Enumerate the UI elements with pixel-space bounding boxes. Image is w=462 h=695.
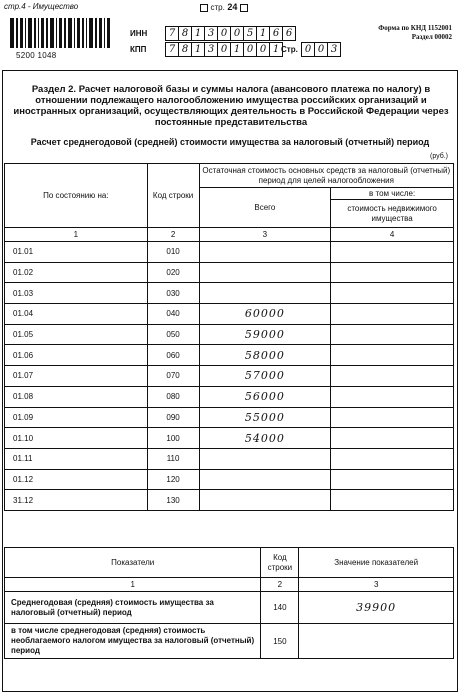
indicator-code: 140 [261, 592, 299, 624]
inn-digit-cell[interactable]: 3 [204, 26, 218, 41]
section-subtitle: Расчет среднегодовой (средней) стоимости имущества за налоговый (отчетный) период [30, 137, 430, 147]
table-row [5, 366, 454, 387]
row-date: 01.10 [5, 428, 148, 449]
row-realestate-input[interactable] [331, 469, 454, 490]
inn-digit-cell[interactable]: 1 [256, 26, 270, 41]
row-date: 31.12 [5, 490, 148, 511]
row-total-input[interactable]: 56000 [199, 386, 331, 407]
row-date: 01.05 [5, 324, 148, 345]
row-code: 070 [147, 366, 199, 387]
form-section: Раздел 00002 [411, 33, 452, 41]
row-total-input[interactable]: 55000 [199, 407, 331, 428]
kpp-digit-cell[interactable]: 8 [178, 42, 192, 57]
col-code-header: Код строки [147, 164, 199, 228]
table-row [5, 469, 454, 490]
row-code: 010 [147, 242, 199, 263]
table-row [5, 283, 454, 304]
row-realestate-input[interactable] [331, 366, 454, 387]
row-date: 01.03 [5, 283, 148, 304]
kpp-digit-cell[interactable]: 1 [230, 42, 244, 57]
form-identifier [378, 24, 452, 42]
column-number: 1 [5, 228, 148, 242]
row-date: 01.11 [5, 448, 148, 469]
column-number: 2 [261, 578, 299, 592]
inn-digit-cell[interactable]: 6 [282, 26, 296, 41]
kpp-label: КПП [130, 45, 147, 54]
column-number: 4 [331, 228, 454, 242]
row-date: 01.07 [5, 366, 148, 387]
inn-digit-cell[interactable]: 0 [217, 26, 231, 41]
section-title: Раздел 2. Расчет налоговой базы и суммы налога (авансового платежа по налогу) в отношении подлежащего налогообложению имущества российских организаций и иностранных организаций, осуществляющих деятельность в Российской Федерации через постоянные представительства [13, 84, 449, 128]
kpp-digit-cell[interactable]: 1 [269, 42, 283, 57]
indicator-value-input[interactable]: 39900 [299, 592, 454, 624]
table-row [5, 242, 454, 263]
row-total-input[interactable]: 59000 [199, 324, 331, 345]
row-code: 050 [147, 324, 199, 345]
column-number-row [5, 578, 454, 592]
table-row [5, 624, 454, 659]
row-realestate-input[interactable] [331, 407, 454, 428]
row-total-input[interactable] [199, 490, 331, 511]
kpp-digit-cell[interactable]: 0 [217, 42, 231, 57]
row-total-input[interactable] [199, 283, 331, 304]
row-code: 100 [147, 428, 199, 449]
indicator-code: 150 [261, 624, 299, 659]
col-including-header: в том числе: [331, 188, 454, 200]
indicators-table [4, 547, 454, 659]
row-date: 01.09 [5, 407, 148, 428]
col-indicators-header: Показатели [5, 548, 261, 578]
table-row [5, 324, 454, 345]
page-label: стр. [210, 3, 225, 12]
inn-digit-cell[interactable]: 6 [269, 26, 283, 41]
column-number: 3 [299, 578, 454, 592]
row-total-input[interactable] [199, 242, 331, 263]
row-date: 01.02 [5, 262, 148, 283]
column-number: 2 [147, 228, 199, 242]
table-row [5, 304, 454, 325]
table-row [5, 592, 454, 624]
row-code: 030 [147, 283, 199, 304]
row-realestate-input[interactable] [331, 490, 454, 511]
average-value-table [4, 163, 454, 511]
kpp-digit-cell[interactable]: 0 [243, 42, 257, 57]
table-row [5, 448, 454, 469]
col-residual-header: Остаточная стоимость основных средств за налоговый (отчетный) период для целей налогообложения [199, 164, 453, 188]
row-code: 130 [147, 490, 199, 511]
row-total-input[interactable] [199, 448, 331, 469]
table-row [5, 386, 454, 407]
row-realestate-input[interactable] [331, 242, 454, 263]
row-total-input[interactable]: 58000 [199, 345, 331, 366]
page-caption: стр.4 - Имущество [4, 2, 79, 11]
barcode-number: 5200 1048 [16, 51, 57, 60]
row-total-input[interactable] [199, 262, 331, 283]
kpp-digit-cell[interactable]: 1 [191, 42, 205, 57]
table-row [5, 262, 454, 283]
inn-field[interactable] [165, 26, 295, 41]
row-code: 040 [147, 304, 199, 325]
page-str-field[interactable] [301, 42, 340, 57]
inn-digit-cell[interactable]: 0 [230, 26, 244, 41]
col-date-header: По состоянию на: [5, 164, 148, 228]
page-str-label: Стр. [281, 45, 298, 54]
square-marker-icon [200, 4, 208, 12]
column-number: 3 [199, 228, 331, 242]
kpp-digit-cell[interactable]: 3 [204, 42, 218, 57]
kpp-field[interactable] [165, 42, 282, 57]
page-number: 24 [227, 2, 238, 12]
square-marker-icon [240, 4, 248, 12]
row-code: 060 [147, 345, 199, 366]
row-date: 01.04 [5, 304, 148, 325]
row-total-input[interactable]: 60000 [199, 304, 331, 325]
col-code-header: Код строки [261, 548, 299, 578]
row-realestate-input[interactable] [331, 428, 454, 449]
kpp-digit-cell[interactable]: 0 [256, 42, 270, 57]
row-code: 090 [147, 407, 199, 428]
indicator-label: в том числе среднегодовая (средняя) стоимость необлагаемого налогом имущества за налоговый (отчетный) период [5, 624, 261, 659]
col-value-header: Значение показателей [299, 548, 454, 578]
indicator-label: Среднегодовая (средняя) стоимость имущества за налоговый (отчетный) период [5, 592, 261, 624]
column-number-row [5, 228, 454, 242]
inn-digit-cell[interactable]: 5 [243, 26, 257, 41]
row-date: 01.01 [5, 242, 148, 263]
inn-digit-cell[interactable]: 1 [191, 26, 205, 41]
indicator-value-input[interactable] [299, 624, 454, 659]
row-code: 020 [147, 262, 199, 283]
table-row [5, 428, 454, 449]
row-realestate-input[interactable] [331, 262, 454, 283]
table-row [5, 490, 454, 511]
row-date: 01.12 [5, 469, 148, 490]
row-date: 01.06 [5, 345, 148, 366]
page-str-digit-cell[interactable]: 0 [301, 42, 315, 57]
row-realestate-input[interactable] [331, 283, 454, 304]
col-realestate-header: стоимость недвижимого имущества [331, 200, 454, 228]
barcode-icon [10, 18, 110, 48]
row-code: 080 [147, 386, 199, 407]
inn-digit-cell[interactable]: 8 [178, 26, 192, 41]
row-total-input[interactable]: 54000 [199, 428, 331, 449]
row-total-input[interactable] [199, 469, 331, 490]
row-realestate-input[interactable] [331, 304, 454, 325]
inn-label: ИНН [130, 29, 148, 38]
page-number-box [200, 2, 248, 12]
inn-digit-cell[interactable]: 7 [165, 26, 179, 41]
row-realestate-input[interactable] [331, 324, 454, 345]
page-str-digit-cell[interactable]: 3 [327, 42, 341, 57]
row-date: 01.08 [5, 386, 148, 407]
row-code: 120 [147, 469, 199, 490]
page-str-digit-cell[interactable]: 0 [314, 42, 328, 57]
table-row [5, 345, 454, 366]
table-row [5, 407, 454, 428]
currency-unit: (руб.) [429, 153, 448, 160]
kpp-digit-cell[interactable]: 7 [165, 42, 179, 57]
row-realestate-input[interactable] [331, 345, 454, 366]
row-realestate-input[interactable] [331, 448, 454, 469]
col-total-header: Всего [199, 188, 331, 228]
row-code: 110 [147, 448, 199, 469]
row-total-input[interactable]: 57000 [199, 366, 331, 387]
form-code: Форма по КНД 1152001 [378, 24, 452, 32]
column-number: 1 [5, 578, 261, 592]
row-realestate-input[interactable] [331, 386, 454, 407]
